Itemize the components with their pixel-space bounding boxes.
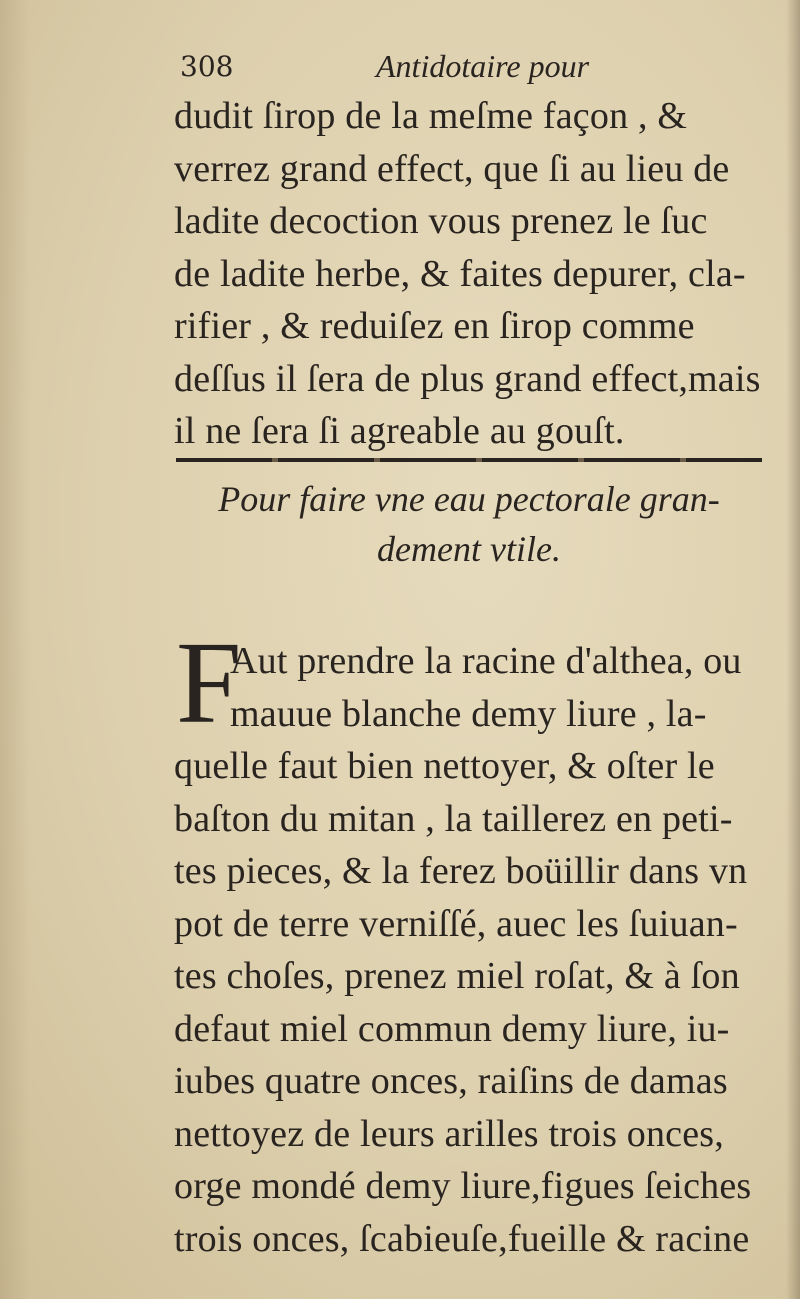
text-line: verrez grand effect, que ſi au lieu de xyxy=(174,147,730,190)
section-divider-rule xyxy=(176,458,762,462)
text-line: tes pieces, & la ferez boüillir dans vn xyxy=(174,850,748,892)
text-line: rifier , & reduiſez en ſirop comme xyxy=(174,305,695,347)
text-line: baſton du mitan , la taillerez en peti- xyxy=(174,797,733,840)
section-heading xyxy=(176,474,762,574)
text-line: pot de terre verniſſé, auec les ſuiuan- xyxy=(174,902,738,945)
text-line: dudit ſirop de la meſme façon , & xyxy=(174,95,688,137)
heading-line: Pour faire vne eau pectorale gran- xyxy=(218,479,720,519)
text-line: trois onces, ſcabieuſe,fueille & racine xyxy=(174,1217,750,1260)
drop-cap-letter: F xyxy=(176,617,242,748)
text-line: iubes quatre onces, raiſins de damas xyxy=(174,1060,728,1102)
text-line: tes choſes, prenez miel roſat, & à ſon xyxy=(174,955,740,997)
page-edge-shadow-right xyxy=(786,0,800,1299)
page-header xyxy=(180,44,740,92)
page-edge-shadow-left xyxy=(0,0,30,1299)
text-line: deſſus il ſera de plus grand effect,mais xyxy=(174,357,761,400)
text-line: orge mondé demy liure,figues ſeiches xyxy=(174,1165,752,1207)
text-line: de ladite herbe, & faites depurer, cla- xyxy=(174,252,746,295)
text-line: nettoyez de leurs arilles trois onces, xyxy=(174,1112,724,1155)
text-line: mauue blanche demy liure , la- xyxy=(230,692,707,735)
running-title: Antidotaire pour xyxy=(376,48,590,84)
text-line: defaut miel commun demy liure, iu- xyxy=(174,1007,730,1050)
text-line: il ne ſera ſi agreable au gouſt. xyxy=(174,410,625,452)
page-number: 308 xyxy=(180,50,234,83)
text-line: ladite decoction vous prenez le ſuc xyxy=(174,200,708,242)
text-line: quelle faut bien nettoyer, & oſter le xyxy=(174,745,715,787)
heading-line: dement vtile. xyxy=(377,529,561,569)
upper-paragraph xyxy=(174,90,764,458)
lower-paragraph xyxy=(174,617,764,1265)
text-line: Aut prendre la racine d'althea, ou xyxy=(230,640,742,682)
